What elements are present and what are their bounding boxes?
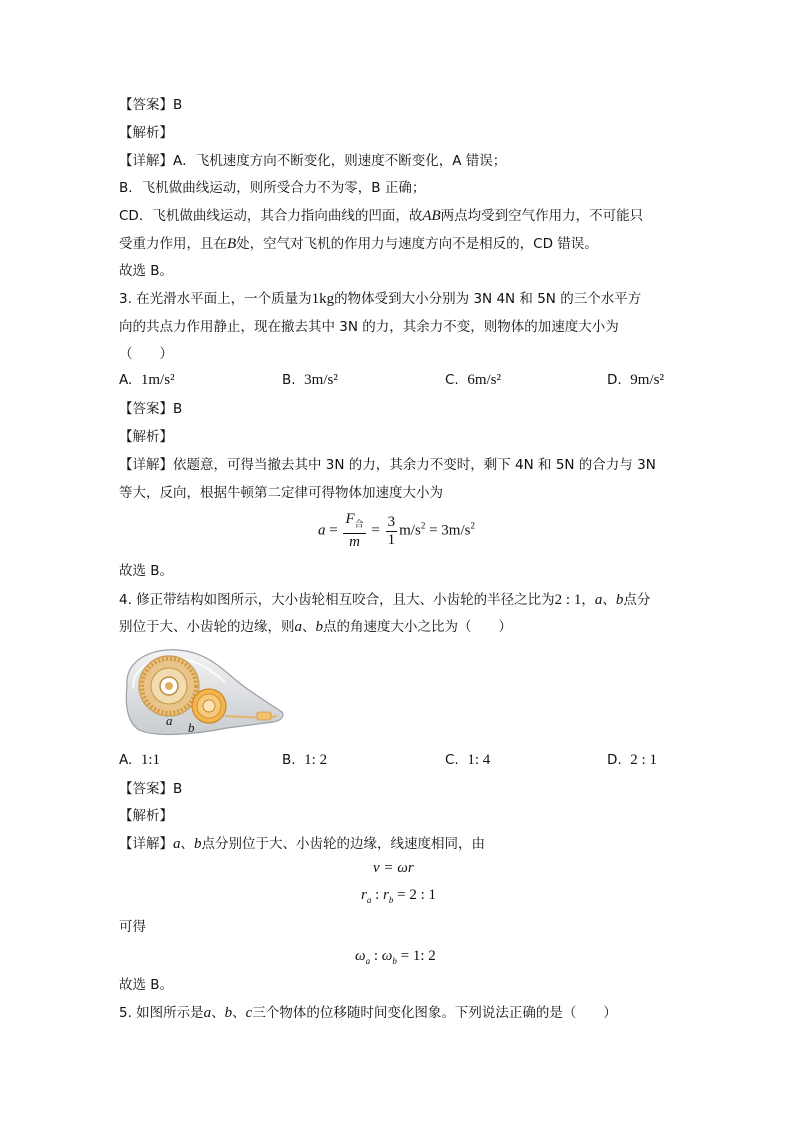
q2-answer: 【答案】B: [119, 97, 183, 113]
q3-option-d: D. 9m/s²: [607, 372, 664, 388]
q3-answer: 【答案】B: [119, 401, 183, 417]
q4-eq-radius-ratio: $r_a$ : $r_b = 2$ : 1: [361, 887, 436, 905]
q3-conclusion: 故选 B。: [119, 563, 174, 579]
q5-stem: 5. 如图所示是a、b、c三个物体的位移随时间变化图象。下列说法正确的是（ ）: [119, 1005, 617, 1021]
q4-option-c: C. 1: 4: [445, 752, 491, 768]
q4-stem-2: 别位于大、小齿轮的边缘，则a、b点的角速度大小之比为（ ）: [119, 619, 512, 635]
q4-option-b: B. 1: 2: [282, 752, 328, 768]
q3-analysis: 【解析】: [119, 429, 173, 445]
q4-stem-1: 4. 修正带结构如图所示，大小齿轮相互咬合，且大、小齿轮的半径之比为2 : 1，a、b点分: [119, 592, 651, 608]
q2-analysis: 【解析】: [119, 125, 173, 141]
correction-tape-image: [117, 646, 287, 738]
q3-option-c: C. 6m/s²: [445, 372, 501, 388]
q3-option-a: A. 1m/s²: [119, 372, 175, 388]
label-b: b: [188, 720, 195, 735]
q3-detail-1: 【详解】依题意，可得当撤去其中 3N 的力，其余力不变时，剩下 4N 和 5N 的合力与 3N: [119, 457, 656, 473]
q4-detail-1: 【详解】a、b点分别位于大、小齿轮的边缘，线速度相同，由: [119, 836, 485, 852]
q2-conclusion: 故选 B。: [119, 263, 174, 279]
q2-line-cd-1: CD．飞机做曲线运动，其合力指向曲线的凹面，故AB两点均受到空气作用力，不可能只: [119, 208, 644, 224]
q2-line-b: B．飞机做曲线运动，则所受合力不为零，B 正确；: [119, 180, 426, 196]
q4-eq-v-omega-r: v = ωr: [373, 860, 414, 876]
q4-option-d: D. 2 : 1: [607, 752, 657, 768]
q4-answer: 【答案】B: [119, 781, 183, 797]
q3-stem-3: （ ）: [119, 346, 173, 362]
q2-detail-a: 【详解】A．飞机速度方向不断变化，则速度不断变化，A 错误；: [119, 153, 507, 169]
q3-option-b: B. 3m/s²: [282, 372, 338, 388]
q4-conclusion: 故选 B。: [119, 977, 174, 993]
q3-detail-2: 等大，反向，根据牛顿第二定律可得物体加速度大小为: [119, 485, 443, 501]
q3-stem-2: 向的共点力作用静止，现在撤去其中 3N 的力，其余力不变，则物体的加速度大小为: [119, 319, 619, 335]
q2-line-cd-2: 受重力作用，且在B处，空气对飞机的作用力与速度方向不是相反的，CD 错误。: [119, 236, 598, 252]
q4-keyi: 可得: [119, 919, 146, 935]
q3-stem-1: 3. 在光滑水平面上，一个质量为1kg的物体受到大小分别为 3N 4N 和 5N 的三个水平方: [119, 291, 642, 307]
label-a: a: [166, 713, 173, 728]
q3-equation: a = $\frac{F_合}{m}$ = $\frac{3}{1}$ $m/s^2 = 3m/s^2$: [318, 511, 475, 550]
q4-analysis: 【解析】: [119, 808, 173, 824]
q4-eq-omega-ratio: $\omega_a$ : $\omega_b = 1$: 2: [355, 948, 436, 966]
q4-option-a: A. 1:1: [119, 752, 161, 768]
